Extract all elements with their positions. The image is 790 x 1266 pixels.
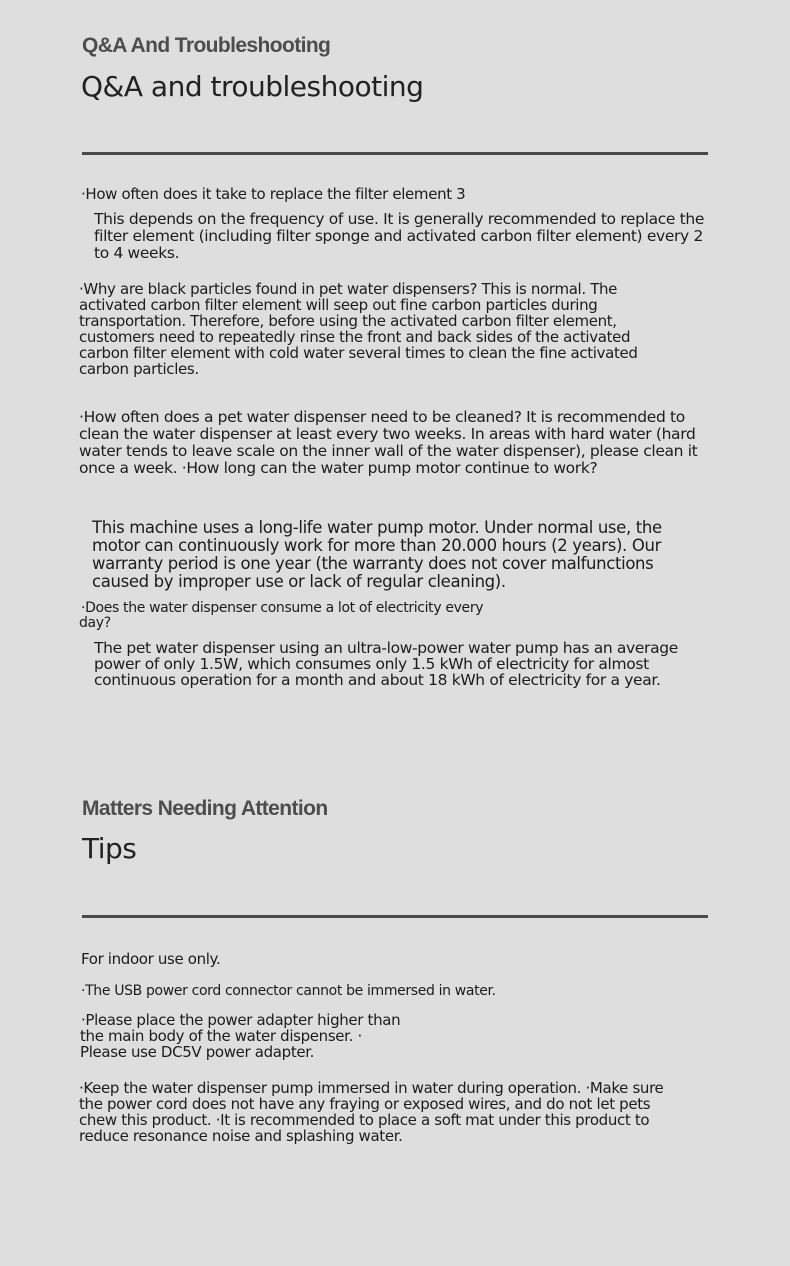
qa-section-eyebrow: Q&A And Troubleshooting [82,34,331,57]
qa-section-divider [82,152,708,155]
tip-operation-safety-paragraph: ·Keep the water dispenser pump immersed in water during operation. ·Make sure the power cord does not have any fraying or exposed wires, and do not let pets chew this product. ·It is recommended to place a soft mat under this product to reduce resonance noise and splashing water. [79,1079,664,1145]
qa-cleaning-frequency-paragraph: ·How often does a pet water dispenser need to be cleaned? It is recommended to clean the water dispenser at least every two weeks. In areas with hard water (hard water tends to leave scale on the inner wall of the water dispenser), please clean it once a week. ·How long can the water pump motor continue to work? [79,408,698,477]
tip-adapter-line3: Please use DC5V power adapter. [80,1043,315,1061]
tips-section-divider [82,915,708,918]
tip-adapter-line1: ·Please place the power adapter higher than [81,1011,401,1029]
qa-answer-filter-replacement: This depends on the frequency of use. It is generally recommended to replace the filter element (including filter sponge and activated carbon filter element) every 2 to 4 weeks. [94,210,705,262]
tips-section-eyebrow: Matters Needing Attention [82,797,328,820]
qa-question-electricity-line1: ·Does the water dispenser consume a lot of electricity every [81,600,484,616]
qa-section-title: Q&A and troubleshooting [81,70,424,103]
tip-adapter-line2: the main body of the water dispenser. · [80,1027,362,1045]
tip-usb-connector: ·The USB power cord connector cannot be immersed in water. [81,983,496,999]
qa-question-electricity-line2: day? [79,615,111,631]
tip-indoor-use: For indoor use only. [81,950,221,968]
tips-section-title: Tips [82,832,137,865]
qa-answer-pump-motor-life: This machine uses a long-life water pump motor. Under normal use, the motor can continuously work for more than 20.000 hours (2 years). Our warranty period is one year (the warranty does not cover malfunctions caused by improper use or lack of regular cleaning). [92,518,662,591]
qa-question-filter-replacement: ·How often does it take to replace the filter element 3 [81,185,466,203]
qa-black-particles-paragraph: ·Why are black particles found in pet water dispensers? This is normal. The activated carbon filter element will seep out fine carbon particles during transportation. Therefore, before using the activated carbon filter element, customers need to repeatedly rinse the front and back sides of the activated carbon filter element with cold water several times to clean the fine activated carbon particles. [79,280,638,378]
qa-answer-electricity: The pet water dispenser using an ultra-low-power water pump has an average power of only 1.5W, which consumes only 1.5 kWh of electricity for almost continuous operation for a month and about 18 kWh of electricity for a year. [94,639,678,689]
